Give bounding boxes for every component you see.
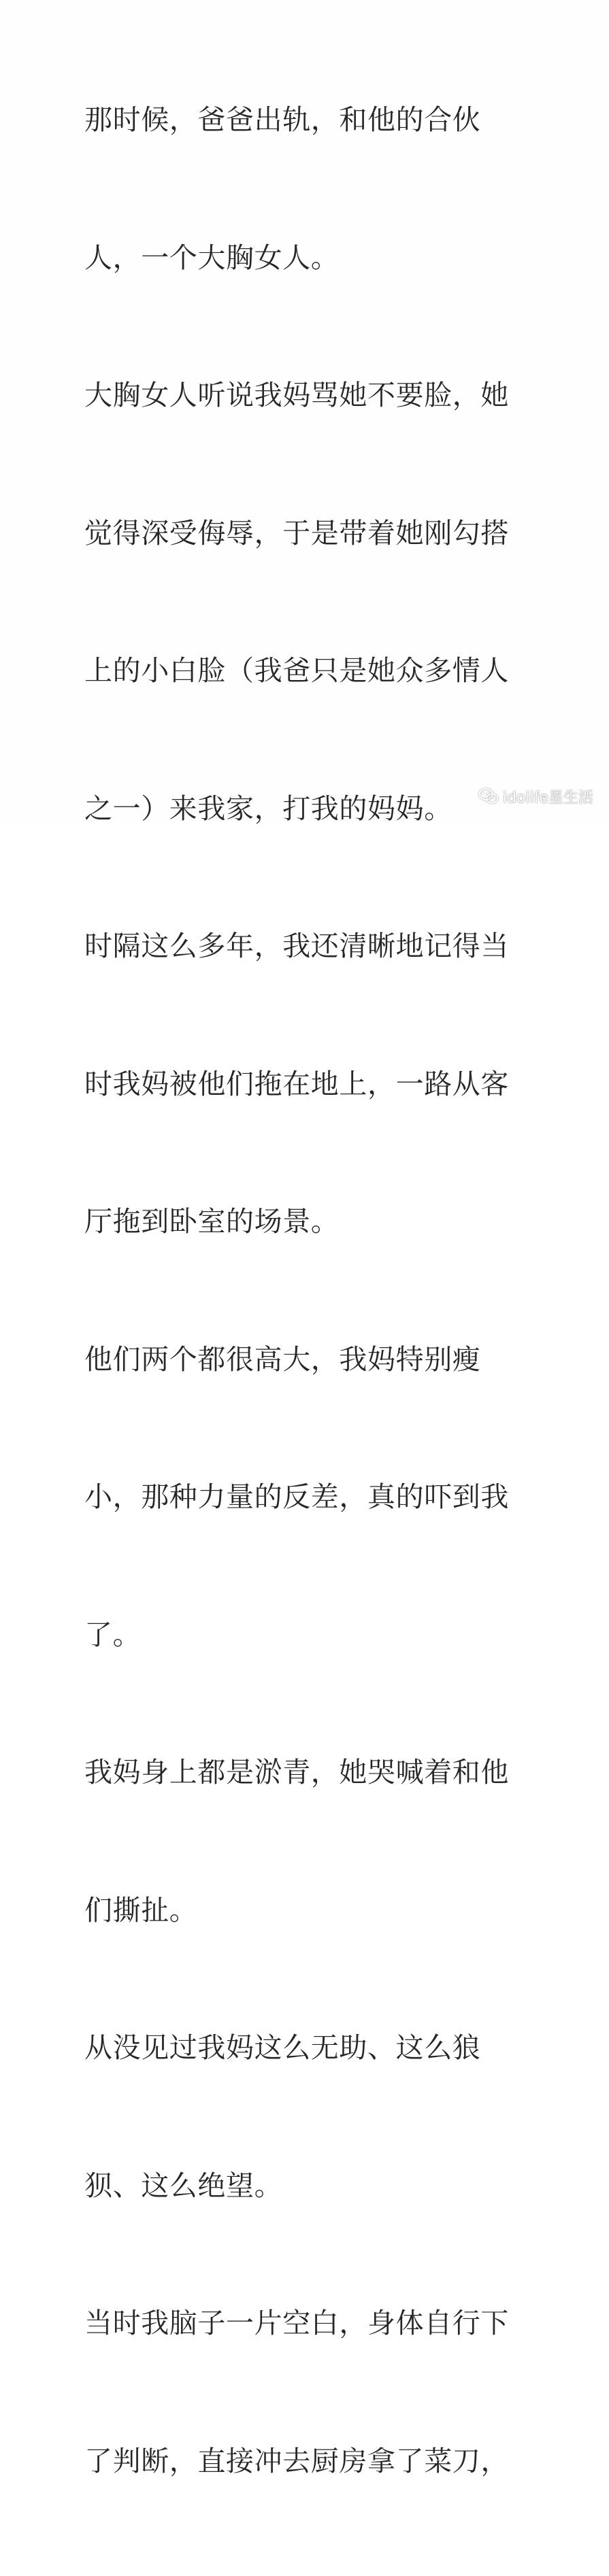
text-line: 当时我脑子一片空白，身体自行下 (84, 2307, 509, 2339)
text-line: 人，一个大胸女人。 (84, 241, 340, 274)
text-line: 时我妈被他们拖在地上，一路从客 (84, 1067, 509, 1100)
text-line: 觉得深受侮辱，于是带着她刚勾搭 (84, 516, 509, 549)
text-line: 们撕扯。 (84, 1893, 198, 1927)
text-line: 了判断，直接冲去厨房拿了菜刀， (84, 2444, 509, 2477)
text-line: 那时候，爸爸出轨，和他的合伙 (84, 103, 481, 136)
text-line: 上的小白脸（我爸只是她众多情人 (84, 654, 509, 687)
watermark (478, 784, 593, 809)
text-line: 从没见过我妈这么无助、这么狼 (84, 2031, 481, 2064)
article-text (84, 5, 520, 2576)
wechat-icon (478, 787, 499, 805)
text-line: 厅拖到卧室的场景。 (84, 1205, 340, 1238)
watermark-text: idolife星生活 (503, 789, 594, 807)
text-line: 狈、这么绝望。 (84, 2169, 283, 2202)
text-line: 时隔这么多年，我还清晰地记得当 (84, 930, 509, 962)
text-line: 之一）来我家，打我的妈妈。 (84, 792, 452, 825)
text-line: 小，那种力量的反差，真的吓到我 (84, 1480, 509, 1513)
text-line: 我妈身上都是淤青，她哭喊着和他 (84, 1756, 509, 1789)
text-line: 他们两个都很高大，我妈特别瘦 (84, 1342, 481, 1376)
text-line: 大胸女人听说我妈骂她不要脸，她 (84, 379, 509, 411)
text-line: 了。 (84, 1618, 142, 1651)
